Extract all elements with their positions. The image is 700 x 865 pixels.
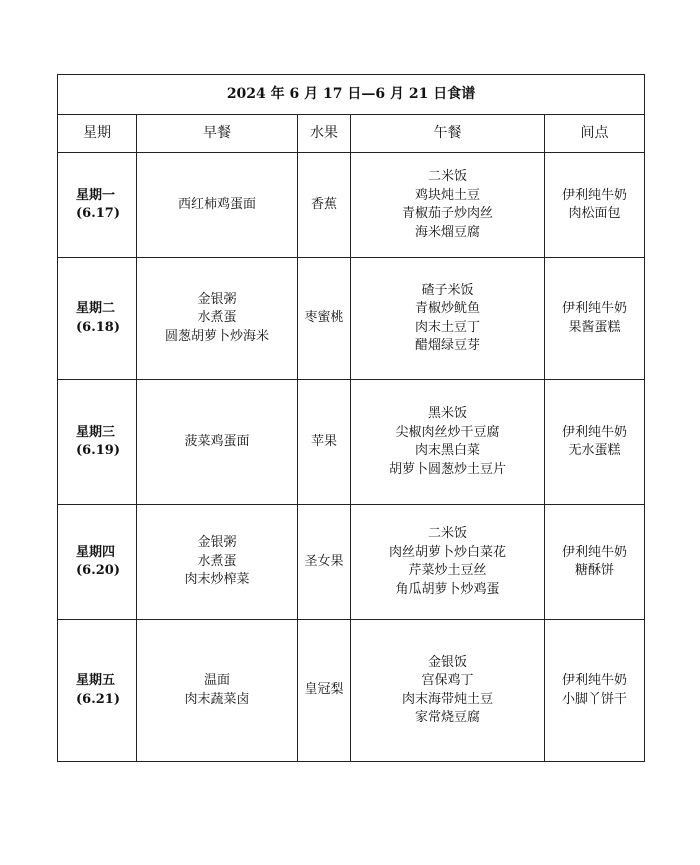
lunch-item: 家常烧豆腐 [414,710,480,725]
snack-item: 伊利纯牛奶 [562,544,628,560]
day-cell [58,620,137,762]
fruit-cell [298,258,351,380]
breakfast-item: 肉末炒榨菜 [184,572,250,588]
lunch-item: 肉丝胡萝卜炒白菜花 [388,544,506,560]
breakfast-item: 金银粥 [197,291,237,307]
day-cell [58,153,137,258]
breakfast-item: 圆葱胡萝卜炒海米 [164,328,269,344]
lunch-item: 尖椒肉丝炒干豆腐 [395,424,500,440]
breakfast-item: 温面 [203,673,230,688]
day-date: (6.21) [76,691,120,707]
lunch-item: 角瓜胡萝卜炒鸡蛋 [395,581,500,597]
fruit-cell [298,380,351,505]
lunch-item: 二米饭 [427,526,467,541]
snack-item: 伊利纯牛奶 [562,301,628,316]
header-snack: 间点 [545,115,645,153]
breakfast-cell [137,620,298,762]
day-name: 星期五 [76,673,116,688]
breakfast-cell [137,505,298,620]
breakfast-item: 水煮蛋 [197,310,237,326]
breakfast-item: 水煮蛋 [197,553,237,569]
day-date: (6.19) [76,443,120,458]
day-name: 星期三 [76,424,116,440]
fruit-item: 苹果 [310,433,337,449]
breakfast-item: 肉末蔬菜卤 [184,691,250,707]
header-row [58,115,645,153]
lunch-item: 肉末土豆丁 [414,319,480,335]
header-day: 星期 [58,115,137,153]
snack-cell [545,505,645,620]
lunch-item: 黑米饭 [427,406,467,421]
breakfast-item: 菠菜鸡蛋面 [184,433,250,449]
breakfast-item: 金银粥 [197,535,237,551]
lunch-item: 金银饭 [427,654,467,670]
header-breakfast: 早餐 [137,115,298,153]
lunch-item: 碴子米饭 [421,282,474,298]
menu-table [57,74,645,762]
snack-cell [545,258,645,380]
fruit-cell [298,153,351,258]
fruit-item: 皇冠梨 [304,682,344,698]
fruit-item: 圣女果 [304,553,344,569]
snack-cell [545,380,645,505]
lunch-item: 肉末海带炖土豆 [401,691,493,707]
day-name: 星期二 [76,301,116,316]
day-cell [58,258,137,380]
lunch-item: 肉末黑白菜 [414,443,480,458]
table-row [58,620,645,762]
snack-item: 肉松面包 [568,206,621,221]
breakfast-item: 西红柿鸡蛋面 [177,196,256,212]
lunch-item: 青椒炒鱿鱼 [414,301,480,316]
menu-title: 2024 年 6 月 17 日—6 月 21 日食谱 [58,75,645,115]
breakfast-cell [137,153,298,258]
header-lunch: 午餐 [351,115,545,153]
snack-cell [545,153,645,258]
day-cell [58,380,137,505]
snack-cell [545,620,645,762]
snack-item: 伊利纯牛奶 [562,424,628,440]
day-cell [58,505,137,620]
snack-item: 果酱蛋糕 [568,319,621,335]
snack-item: 小脚丫饼干 [562,691,628,707]
lunch-cell [351,153,545,258]
table-row [58,258,645,380]
fruit-item: 枣蜜桃 [304,310,344,326]
snack-item: 伊利纯牛奶 [562,673,628,688]
day-date: (6.20) [76,563,120,578]
table-row [58,153,645,258]
snack-item: 无水蛋糕 [568,443,621,458]
breakfast-cell [137,380,298,505]
lunch-cell [351,258,545,380]
lunch-cell [351,620,545,762]
day-name: 星期一 [76,187,116,203]
breakfast-cell [137,258,298,380]
lunch-item: 青椒茄子炒肉丝 [401,206,493,221]
lunch-cell [351,505,545,620]
fruit-cell [298,505,351,620]
lunch-cell [351,380,545,505]
day-date: (6.17) [76,206,120,221]
lunch-item: 宫保鸡丁 [421,673,474,688]
title-row [58,75,645,115]
snack-item: 糖酥饼 [575,563,615,578]
lunch-item: 海米熘豆腐 [414,224,480,240]
table-row [58,505,645,620]
day-name: 星期四 [76,544,116,560]
fruit-item: 香蕉 [310,196,337,212]
lunch-item: 胡萝卜圆葱炒土豆片 [388,461,506,477]
day-date: (6.18) [76,319,120,335]
header-fruit: 水果 [298,115,351,153]
lunch-item: 鸡块炖土豆 [414,187,480,203]
snack-item: 伊利纯牛奶 [562,187,628,203]
fruit-cell [298,620,351,762]
table-row [58,380,645,505]
lunch-item: 二米饭 [427,169,467,184]
lunch-item: 芹菜炒土豆丝 [408,563,487,578]
lunch-item: 醋熘绿豆芽 [414,338,480,353]
